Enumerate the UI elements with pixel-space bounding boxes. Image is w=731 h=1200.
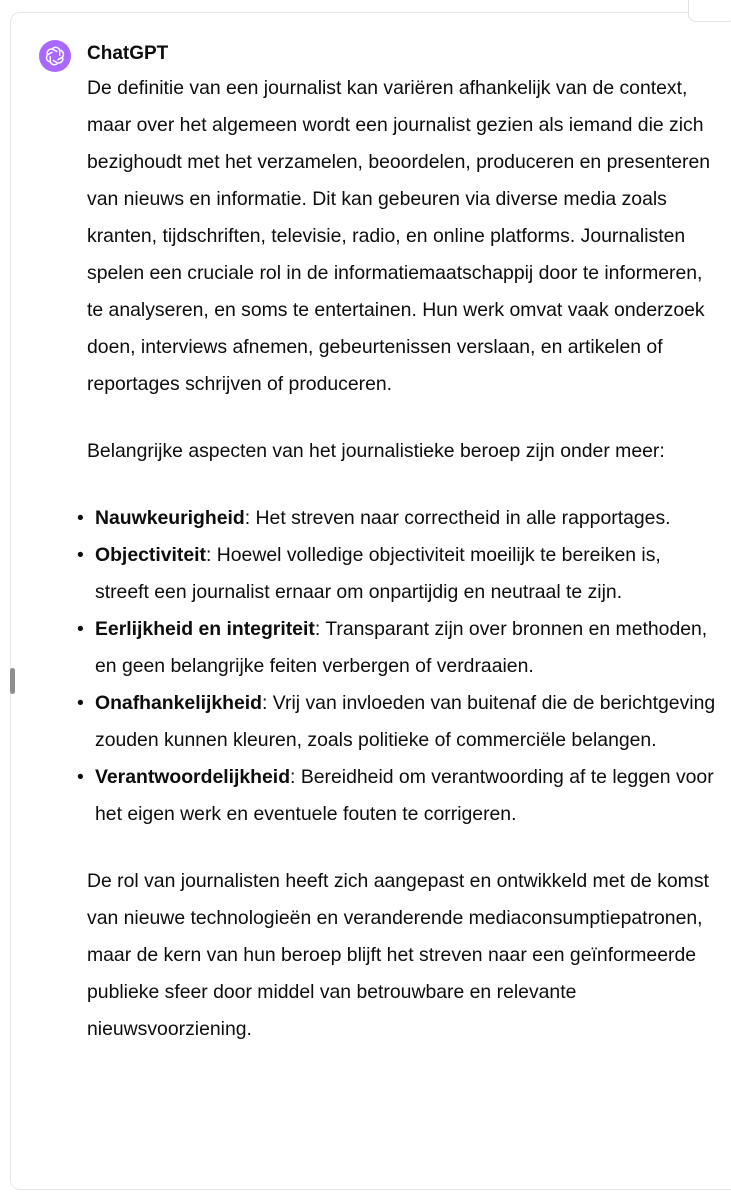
aspect-text: : Vrij van invloeden van buitenaf die de berichtgeving zouden kunnen kleuren, zoals politieke of commerciële belangen. [95, 692, 716, 751]
aspect-text: : Transparant zijn over bronnen en methoden, en geen belangrijke feiten verbergen of verdraaien. [95, 618, 708, 677]
list-item [77, 611, 717, 685]
aspect-text: : Het streven naar correctheid in alle rapportages. [244, 507, 671, 529]
bullet-icon: • [77, 544, 84, 566]
bullet-icon: • [77, 692, 84, 714]
aspect-term: Nauwkeurigheid [95, 507, 245, 529]
bullet-icon: • [77, 766, 84, 788]
intro-paragraph: De definitie van een journalist kan variëren afhankelijk van de context, maar over het algemeen wordt een journalist gezien als iemand die zich bezighoudt met het verzamelen, beoordelen, produceren en presenteren van nieuws en informatie. Dit kan gebeuren via diverse media zoals kranten, tijdschriften, televisie, radio, en online platforms. Journalisten spelen een cruciale rol in de informatiemaatschappij door te informeren, te analyseren, en soms te entertainen. Hun werk omvat vaak onderzoek doen, interviews afnemen, gebeurtenissen verslaan, en artikelen of reportages schrijven of produceren. [87, 77, 711, 395]
message-body [77, 70, 717, 1048]
list-item [77, 685, 717, 759]
list-lead-paragraph: Belangrijke aspecten van het journalistieke beroep zijn onder meer: [87, 440, 665, 462]
aspect-text: : Bereidheid om verantwoording af te leggen voor het eigen werk en eventuele fouten te corrigeren. [95, 766, 714, 825]
aspects-list [77, 500, 717, 833]
bullet-icon: • [77, 507, 84, 529]
aspect-text: : Hoewel volledige objectiviteit moeilijk te bereiken is, streeft een journalist ernaar om onpartijdig en neutraal te zijn. [95, 544, 661, 603]
message-author: ChatGPT [87, 43, 169, 64]
list-item [77, 537, 717, 611]
copy-button[interactable] [688, 0, 731, 22]
aspect-term: Objectiviteit [95, 544, 206, 566]
conclusion-paragraph: De rol van journalisten heeft zich aangepast en ontwikkeld met de komst van nieuwe technologieën en veranderende mediaconsumptiepatronen, maar de kern van hun beroep blijft het streven naar een geïnformeerde publieke sfeer door middel van betrouwbare en relevante nieuwsvoorziening. [87, 870, 709, 1040]
list-item [77, 500, 717, 537]
list-item [77, 759, 717, 833]
openai-logo-icon [39, 40, 71, 72]
scrollbar-handle[interactable] [10, 668, 15, 694]
aspect-term: Eerlijkheid en integriteit [95, 618, 315, 640]
aspect-term: Verantwoordelijkheid [95, 766, 291, 788]
aspect-term: Onafhankelijkheid [95, 692, 263, 714]
bullet-icon: • [77, 618, 84, 640]
